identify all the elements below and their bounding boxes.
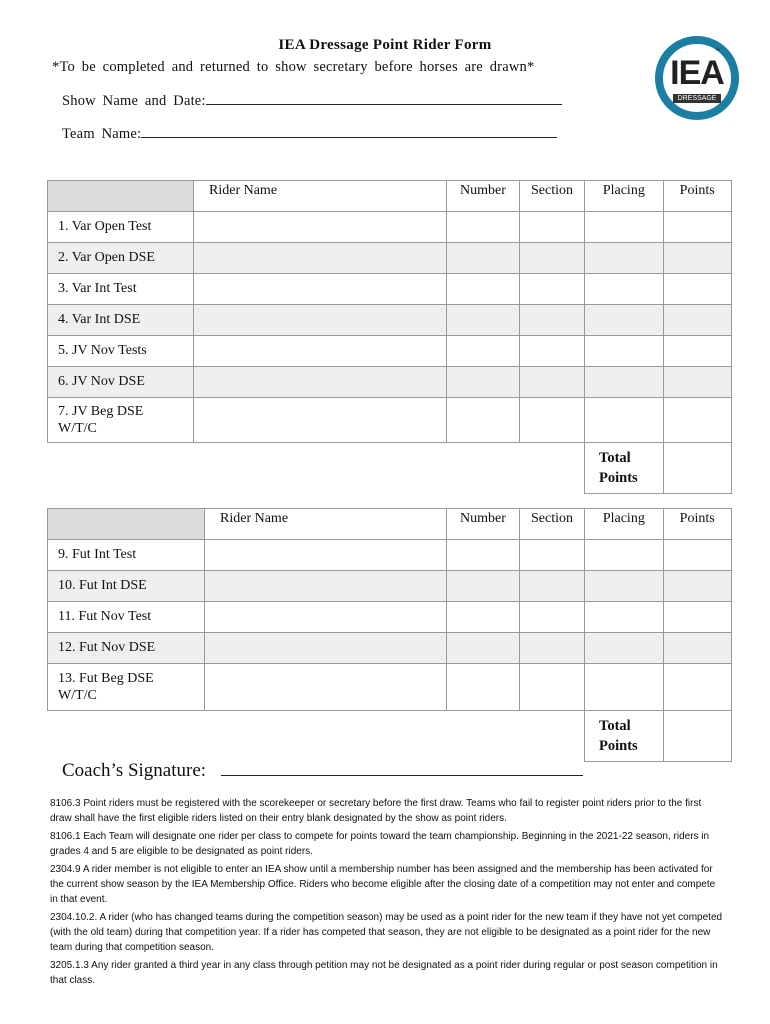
points-cell[interactable] — [663, 664, 731, 711]
number-cell[interactable] — [447, 367, 520, 398]
section-cell[interactable] — [520, 336, 585, 367]
show-name-label: Show Name and Date: — [62, 93, 206, 109]
number-cell[interactable] — [447, 540, 520, 571]
number-cell[interactable] — [447, 398, 520, 443]
class-label: 4. Var Int DSE — [48, 305, 194, 336]
points-cell[interactable] — [663, 367, 731, 398]
class-label: 6. JV Nov DSE — [48, 367, 194, 398]
rider-name-cell[interactable] — [205, 602, 447, 633]
section-cell[interactable] — [520, 212, 585, 243]
rider-name-cell[interactable] — [205, 571, 447, 602]
table-row — [48, 633, 732, 664]
class-label: 13. Fut Beg DSE W/T/C — [48, 664, 205, 711]
total-points-label: Total Points — [585, 443, 664, 494]
rule-paragraph: 8106.3 Point riders must be registered with the scorekeeper or secretary before the first draw. Teams who fail to register point riders prior to the first draw shall have the first eligible riders listed on their entry blank designated by the show as point riders. — [50, 798, 702, 824]
show-name-line[interactable] — [206, 92, 562, 105]
rider-name-cell[interactable] — [194, 212, 447, 243]
points-cell[interactable] — [663, 243, 731, 274]
iea-dressage-logo — [655, 36, 739, 120]
placing-cell[interactable] — [585, 243, 664, 274]
total-points-cell[interactable] — [663, 711, 731, 762]
class-label: 7. JV Beg DSE W/T/C — [48, 398, 194, 443]
points-cell[interactable] — [663, 336, 731, 367]
rider-name-cell[interactable] — [194, 243, 447, 274]
rider-name-cell[interactable] — [205, 633, 447, 664]
coach-signature-label: Coach’s Signature: — [62, 760, 207, 781]
number-cell[interactable] — [447, 336, 520, 367]
rule-paragraph: 2304.9 A rider member is not eligible to enter an IEA show until a membership number has been assigned and the membership has been activated for the current show season by the IEA Membership Office. Riders who become eligible after the closing date of a competition may not enter and compete in that event. — [50, 864, 716, 905]
number-cell[interactable] — [447, 212, 520, 243]
table-header-row — [48, 181, 732, 212]
section-cell[interactable] — [520, 305, 585, 336]
rider-name-cell[interactable] — [194, 274, 447, 305]
point-rider-table-1 — [47, 180, 732, 494]
table-row — [48, 212, 732, 243]
rule-paragraph: 8106.1 Each Team will designate one rider per class to compete for points toward the team championship. Beginning in the 2021-22 season, riders in grades 4 and 5 are eligible to be designated as point riders. — [50, 831, 710, 857]
section-cell[interactable] — [520, 398, 585, 443]
header-section: Section — [520, 181, 585, 212]
table-row — [48, 602, 732, 633]
placing-cell[interactable] — [585, 571, 664, 602]
header-rider-name: Rider Name — [205, 509, 447, 540]
table-row — [48, 664, 732, 711]
rule-paragraph: 2304.10.2. A rider (who has changed teams during the competition season) may be used as a point rider for the new team if they have not yet competed (with the old team) during that competition year. If a rider has competed that season, they are not eligible to be designated as a point rider for the new team during that competition season. — [50, 912, 723, 953]
team-name-label: Team Name: — [62, 126, 142, 142]
section-cell[interactable] — [520, 571, 585, 602]
header-number: Number — [447, 181, 520, 212]
header-section: Section — [520, 509, 585, 540]
class-label: 3. Var Int Test — [48, 274, 194, 305]
section-cell[interactable] — [520, 274, 585, 305]
total-row — [48, 443, 732, 494]
coach-signature-line[interactable] — [221, 760, 583, 776]
points-cell[interactable] — [663, 602, 731, 633]
total-row — [48, 711, 732, 762]
class-label: 2. Var Open DSE — [48, 243, 194, 274]
logo-trademark: ™ — [715, 48, 720, 54]
class-label: 10. Fut Int DSE — [48, 571, 205, 602]
class-label: 11. Fut Nov Test — [48, 602, 205, 633]
number-cell[interactable] — [447, 633, 520, 664]
placing-cell[interactable] — [585, 633, 664, 664]
points-cell[interactable] — [663, 398, 731, 443]
header-rider-name: Rider Name — [194, 181, 447, 212]
table-header-row — [48, 509, 732, 540]
header-number: Number — [447, 509, 520, 540]
placing-cell[interactable] — [585, 274, 664, 305]
class-label: 12. Fut Nov DSE — [48, 633, 205, 664]
team-name-field[interactable] — [62, 125, 557, 143]
logo-text: IEA — [670, 54, 724, 92]
placing-cell[interactable] — [585, 336, 664, 367]
coach-signature-field[interactable] — [62, 760, 583, 782]
section-cell[interactable] — [520, 243, 585, 274]
class-header-cell — [48, 509, 205, 540]
table-row — [48, 540, 732, 571]
team-name-line[interactable] — [141, 125, 557, 138]
table-row — [48, 243, 732, 274]
form-subtitle: *To be completed and returned to show secretary before horses are drawn* — [52, 59, 535, 75]
class-label: 5. JV Nov Tests — [48, 336, 194, 367]
points-cell[interactable] — [663, 212, 731, 243]
show-name-field[interactable] — [62, 92, 562, 110]
form-title: IEA Dressage Point Rider Form — [278, 37, 492, 53]
header-placing: Placing — [585, 181, 664, 212]
header-points: Points — [663, 509, 731, 540]
rule-paragraph: 3205.1.3 Any rider granted a third year in any class through petition may not be designated as a point rider during regular or post season competition in that class. — [50, 960, 718, 986]
rider-name-cell[interactable] — [194, 367, 447, 398]
points-cell[interactable] — [663, 540, 731, 571]
point-rider-table-2 — [47, 508, 732, 762]
section-cell[interactable] — [520, 540, 585, 571]
table-row — [48, 305, 732, 336]
rider-name-cell[interactable] — [194, 336, 447, 367]
number-cell[interactable] — [447, 305, 520, 336]
rider-name-cell[interactable] — [194, 305, 447, 336]
header-placing: Placing — [585, 509, 664, 540]
table-row — [48, 274, 732, 305]
table-row — [48, 336, 732, 367]
points-cell[interactable] — [663, 571, 731, 602]
section-cell[interactable] — [520, 633, 585, 664]
section-cell[interactable] — [520, 367, 585, 398]
number-cell[interactable] — [447, 274, 520, 305]
rider-name-cell[interactable] — [205, 664, 447, 711]
points-cell[interactable] — [663, 274, 731, 305]
number-cell[interactable] — [447, 602, 520, 633]
points-cell[interactable] — [663, 305, 731, 336]
rider-name-cell[interactable] — [205, 540, 447, 571]
number-cell[interactable] — [447, 571, 520, 602]
rider-name-cell[interactable] — [194, 398, 447, 443]
total-points-label: Total Points — [585, 711, 664, 762]
header-points: Points — [663, 181, 731, 212]
placing-cell[interactable] — [585, 602, 664, 633]
number-cell[interactable] — [447, 243, 520, 274]
placing-cell[interactable] — [585, 367, 664, 398]
number-cell[interactable] — [447, 664, 520, 711]
total-points-cell[interactable] — [663, 443, 731, 494]
class-label: 9. Fut Int Test — [48, 540, 205, 571]
table-row — [48, 367, 732, 398]
logo-subtext: DRESSAGE — [673, 94, 721, 103]
section-cell[interactable] — [520, 664, 585, 711]
rules-text — [50, 796, 725, 991]
table-row — [48, 571, 732, 602]
table-row — [48, 398, 732, 443]
placing-cell[interactable] — [585, 305, 664, 336]
placing-cell[interactable] — [585, 212, 664, 243]
class-header-cell — [48, 181, 194, 212]
section-cell[interactable] — [520, 602, 585, 633]
placing-cell[interactable] — [585, 540, 664, 571]
placing-cell[interactable] — [585, 398, 664, 443]
placing-cell[interactable] — [585, 664, 664, 711]
class-label: 1. Var Open Test — [48, 212, 194, 243]
points-cell[interactable] — [663, 633, 731, 664]
